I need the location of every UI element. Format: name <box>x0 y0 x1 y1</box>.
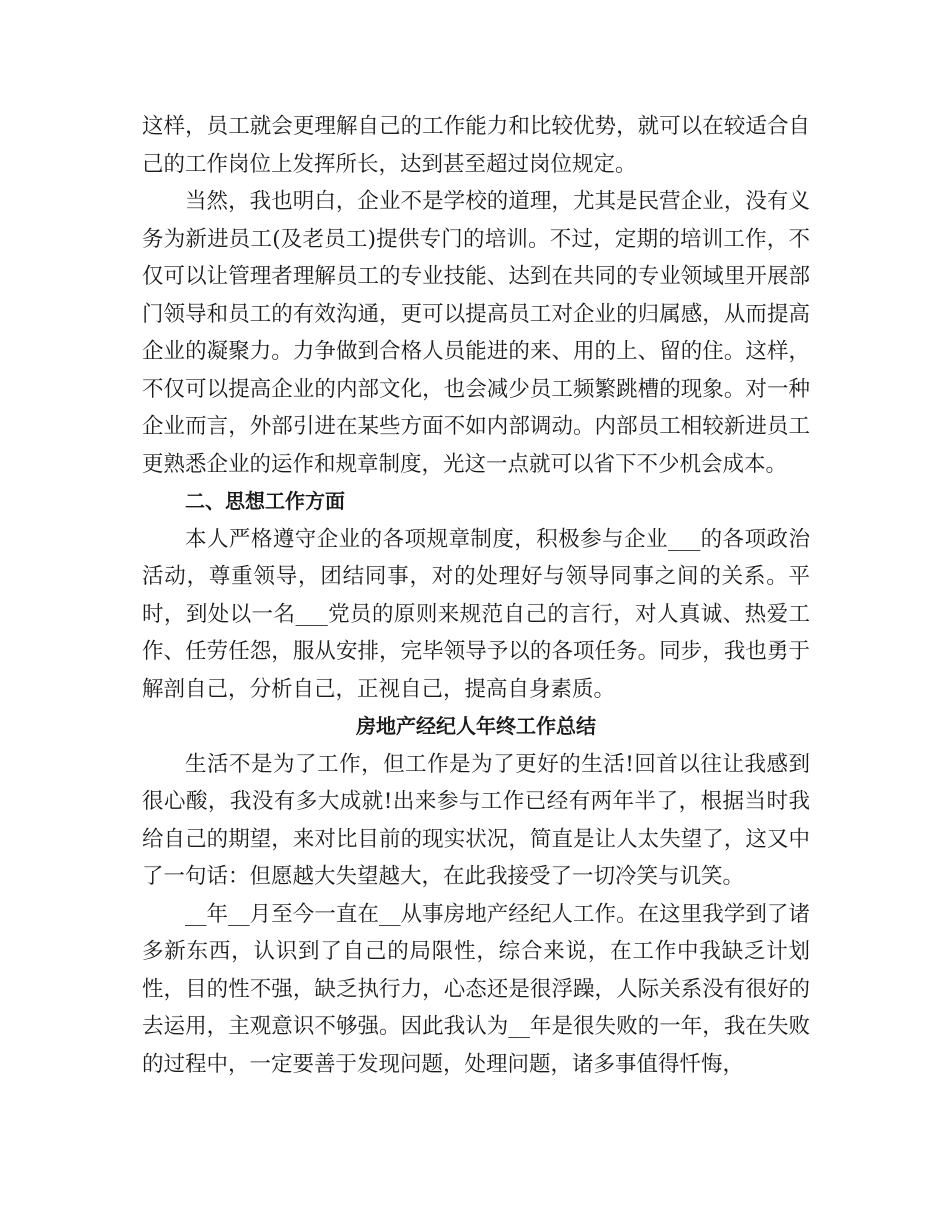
paragraph-training: 当然，我也明白，企业不是学校的道理，尤其是民营企业，没有义务为新进员工(及老员工)提供专门的培训。不过，定期的培训工作，不仅可以让管理者理解员工的专业技能、达到在共同的专业领域里开展部门领导和员工的有效沟通，更可以提高员工对企业的归属感，从而提高企业的凝聚力。力争做到合格人员能进的来、用的上、留的住。这样，不仅可以提高企业的内部文化，也会减少员工频繁跳槽的现象。对一种企业而言，外部引进在某些方面不如内部调动。内部员工相较新进员工更熟悉企业的运作和规章制度，光这一点就可以省下不少机会成本。 <box>142 189 810 477</box>
document-body <box>142 108 810 1083</box>
paragraph-work-history: __年__月至今一直在__从事房地产经纪人工作。在这里我学到了诸多新东西，认识到了自己的局限性，综合来说，在工作中我缺乏计划性，目的性不强，缺乏执行力，心态还是很浮躁，人际关系没有很好的去运用，主观意识不够强。因此我认为__年是很失败的一年，我在失败的过程中，一定要善于发现问题，处理问题，诸多事值得忏悔， <box>142 901 810 1077</box>
paragraph-reflection: 生活不是为了工作，但工作是为了更好的生活!回首以往让我感到很心酸，我没有多大成就!出来参与工作已经有两年半了，根据当时我给自己的期望，来对比目前的现实状况，简直是让人太失望了，这又中了一句话：但愿越大失望越大，在此我接受了一切冷笑与讥笑。 <box>142 751 810 889</box>
paragraph-continuation: 这样，员工就会更理解自己的工作能力和比较优势，就可以在较适合自己的工作岗位上发挥所长，达到甚至超过岗位规定。 <box>142 114 810 177</box>
article-title: 房地产经纪人年终工作总结 <box>356 714 596 738</box>
section-heading: 二、思想工作方面 <box>185 489 345 513</box>
paragraph-ideology: 本人严格遵守企业的各项规章制度，积极参与企业___的各项政治活动，尊重领导，团结同事，对的处理好与领导同事之间的关系。平时，到处以一名___党员的原则来规范自己的言行，对人真诚、热爱工作、任劳任怨，服从安排，完毕领导予以的各项任务。同步，我也勇于解剖自己，分析自己，正视自己，提高自身素质。 <box>142 526 810 702</box>
